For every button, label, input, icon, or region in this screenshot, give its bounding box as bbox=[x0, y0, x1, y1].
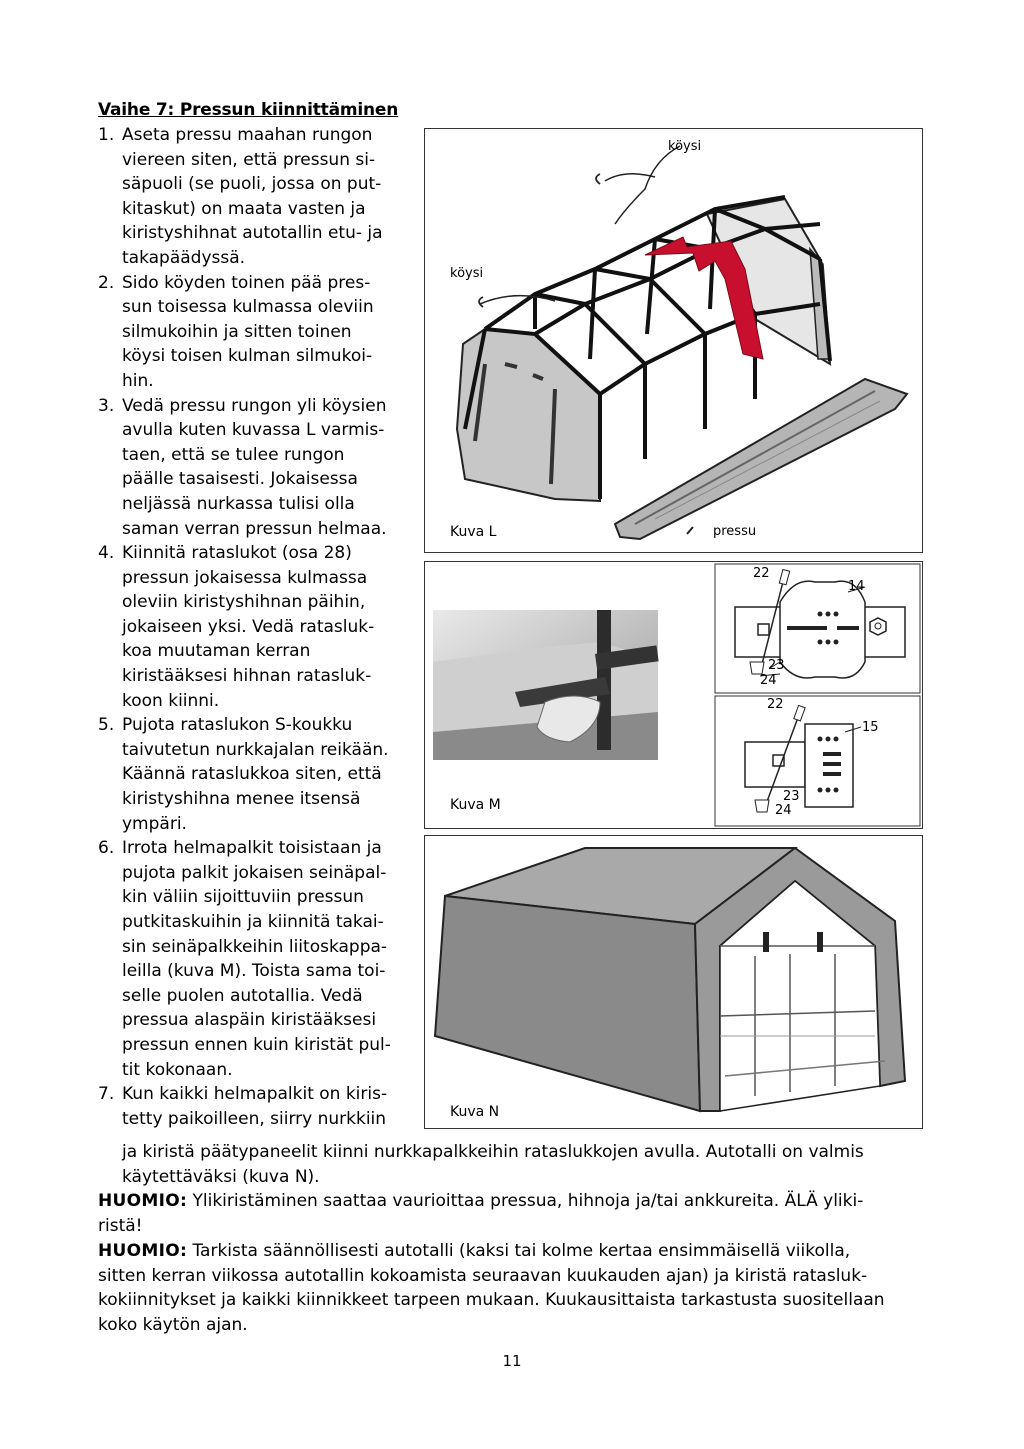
note-text: kokiinnitykset ja kaikki kiinnikkeet tarpeen mukaan. Kuukausittaista tarkastusta suositellaan bbox=[98, 1290, 885, 1311]
note-text: Ylikiristäminen saattaa vaurioittaa pressua, hihnoja ja/tai ankkureita. ÄLÄ yliki- bbox=[187, 1191, 864, 1211]
part-number: 23 bbox=[768, 658, 785, 673]
figure-l-caption: Kuva L bbox=[450, 524, 497, 540]
step-line: viereen siten, että pressun si- bbox=[122, 149, 376, 170]
step-line: säpuoli (se puoli, jossa on put- bbox=[122, 174, 382, 195]
step-line: kitaskut) on maata vasten ja bbox=[122, 198, 366, 219]
step-number: 1. bbox=[98, 125, 115, 145]
note-text: Tarkista säännöllisesti autotalli (kaksi tai kolme kertaa ensimmäisellä viikolla, bbox=[187, 1241, 851, 1261]
step-line: kin väliin sijoittuviin pressun bbox=[122, 887, 364, 908]
figure-m-caption: Kuva M bbox=[450, 797, 501, 813]
note-text: sitten kerran viikossa autotallin kokoamista seuraavan kuukauden ajan) ja kiristä ratasluk- bbox=[98, 1265, 868, 1286]
step-item bbox=[98, 836, 428, 1082]
step-line: taivutetun nurkkajalan reikään. bbox=[122, 739, 389, 760]
step-line: silmukoihin ja sitten toinen bbox=[122, 321, 352, 342]
step-line: takapäädyssä. bbox=[122, 247, 246, 268]
section-heading: Vaihe 7: Pressun kiinnittäminen bbox=[98, 100, 399, 120]
part-number: 22 bbox=[753, 566, 770, 581]
tarp-label: pressu bbox=[713, 524, 757, 539]
figure-n-caption: Kuva N bbox=[450, 1104, 500, 1120]
step-line: saman verran pressun helmaa. bbox=[122, 518, 387, 539]
step-line: pujota palkit jokaisen seinäpal- bbox=[122, 862, 387, 883]
step-line: pressun ennen kuin kiristät pul- bbox=[122, 1034, 391, 1055]
step-line: Käännä rataslukkoa siten, että bbox=[122, 764, 382, 785]
step-line: selle puolen autotallia. Vedä bbox=[122, 985, 363, 1006]
page-number: 11 bbox=[502, 1352, 522, 1370]
step-item bbox=[98, 123, 428, 271]
figure-m bbox=[424, 561, 923, 829]
step-line: pressua alaspäin kiristääksesi bbox=[122, 1010, 377, 1031]
step-line: päälle tasaisesti. Jokaisessa bbox=[122, 469, 358, 490]
step-line: hin. bbox=[122, 370, 154, 391]
step7-continuation bbox=[122, 1140, 922, 1189]
step-line: leilla (kuva M). Toista sama toi- bbox=[122, 961, 386, 982]
note-text: ristä! bbox=[98, 1215, 143, 1236]
step-item bbox=[98, 713, 428, 836]
step-number: 3. bbox=[98, 395, 115, 416]
step-line: Kun kaikki helmapalkit on kiris- bbox=[122, 1084, 388, 1105]
step-line: pressun jokaisessa kulmassa bbox=[122, 567, 368, 588]
step-line: Sido köyden toinen pää pres- bbox=[122, 272, 371, 293]
step-item bbox=[98, 271, 428, 394]
step-line: sin seinäpalkkeihin liitoskappa- bbox=[122, 936, 388, 957]
figure-n bbox=[424, 835, 923, 1129]
rope-label-left: köysi bbox=[450, 266, 484, 281]
step7-cont-line: ja kiristä päätypaneelit kiinni nurkkapalkkeihin rataslukkojen avulla. Autotalli on valmis bbox=[122, 1142, 864, 1162]
note-inspection bbox=[98, 1239, 928, 1337]
steps-list bbox=[98, 123, 428, 1131]
part-number: 22 bbox=[767, 697, 784, 712]
step-line: Vedä pressu rungon yli köysien bbox=[122, 395, 387, 416]
step-line: tetty paikoilleen, siirry nurkkiin bbox=[122, 1108, 387, 1129]
step-line: ympäri. bbox=[122, 813, 187, 834]
step-number: 2. bbox=[98, 272, 115, 293]
figure-l bbox=[424, 128, 923, 553]
note-label: HUOMIO: bbox=[98, 1241, 188, 1261]
figure-n-illustration bbox=[425, 836, 922, 1128]
step-line: Aseta pressu maahan rungon bbox=[122, 125, 373, 145]
note-label: HUOMIO: bbox=[98, 1191, 188, 1211]
step-line: tit kokonaan. bbox=[122, 1059, 233, 1080]
note-text: koko käytön ajan. bbox=[98, 1314, 248, 1335]
part-number: 23 bbox=[783, 789, 800, 804]
rope-label-top: köysi bbox=[668, 139, 702, 154]
part-number: 24 bbox=[775, 803, 792, 818]
step-number: 5. bbox=[98, 715, 115, 736]
step7-cont-line: käytettäväksi (kuva N). bbox=[122, 1166, 320, 1187]
step-number: 6. bbox=[98, 838, 115, 859]
step-line: Pujota rataslukon S-koukku bbox=[122, 715, 353, 736]
step-line: kiristyshihna menee itsensä bbox=[122, 789, 361, 810]
part-number: 15 bbox=[862, 720, 879, 735]
step-line: koa muutaman kerran bbox=[122, 641, 311, 662]
step-item bbox=[98, 1082, 428, 1131]
step-line: koon kiinni. bbox=[122, 690, 220, 711]
step-line: kiristääksesi hihnan ratasluk- bbox=[122, 666, 372, 687]
step-line: oleviin kiristyshihnan päihin, bbox=[122, 592, 366, 613]
step-line: putkitaskuihin ja kiinnitä takai- bbox=[122, 912, 384, 932]
figure-m-illustration bbox=[425, 562, 922, 828]
step-line: kiristyshihnat autotallin etu- ja bbox=[122, 223, 383, 244]
step-line: Kiinnitä rataslukot (osa 28) bbox=[122, 543, 352, 564]
step-item bbox=[98, 541, 428, 713]
step-line: sun toisessa kulmassa oleviin bbox=[122, 297, 374, 318]
step-line: köysi toisen kulman silmukoi- bbox=[122, 346, 373, 367]
step-item bbox=[98, 394, 428, 542]
step-line: avulla kuten kuvassa L varmis- bbox=[122, 420, 385, 441]
note-overtighten bbox=[98, 1189, 928, 1238]
step-number: 4. bbox=[98, 543, 115, 564]
part-number: 14 bbox=[848, 579, 865, 594]
step-line: Irrota helmapalkit toisistaan ja bbox=[122, 838, 382, 859]
part-number: 24 bbox=[760, 673, 777, 688]
figure-l-illustration bbox=[425, 129, 922, 552]
step-number: 7. bbox=[98, 1084, 115, 1105]
step-line: neljässä nurkassa tulisi olla bbox=[122, 493, 355, 514]
step-line: taen, että se tulee rungon bbox=[122, 444, 345, 465]
step-line: jokaiseen yksi. Vedä ratasluk- bbox=[122, 616, 375, 637]
